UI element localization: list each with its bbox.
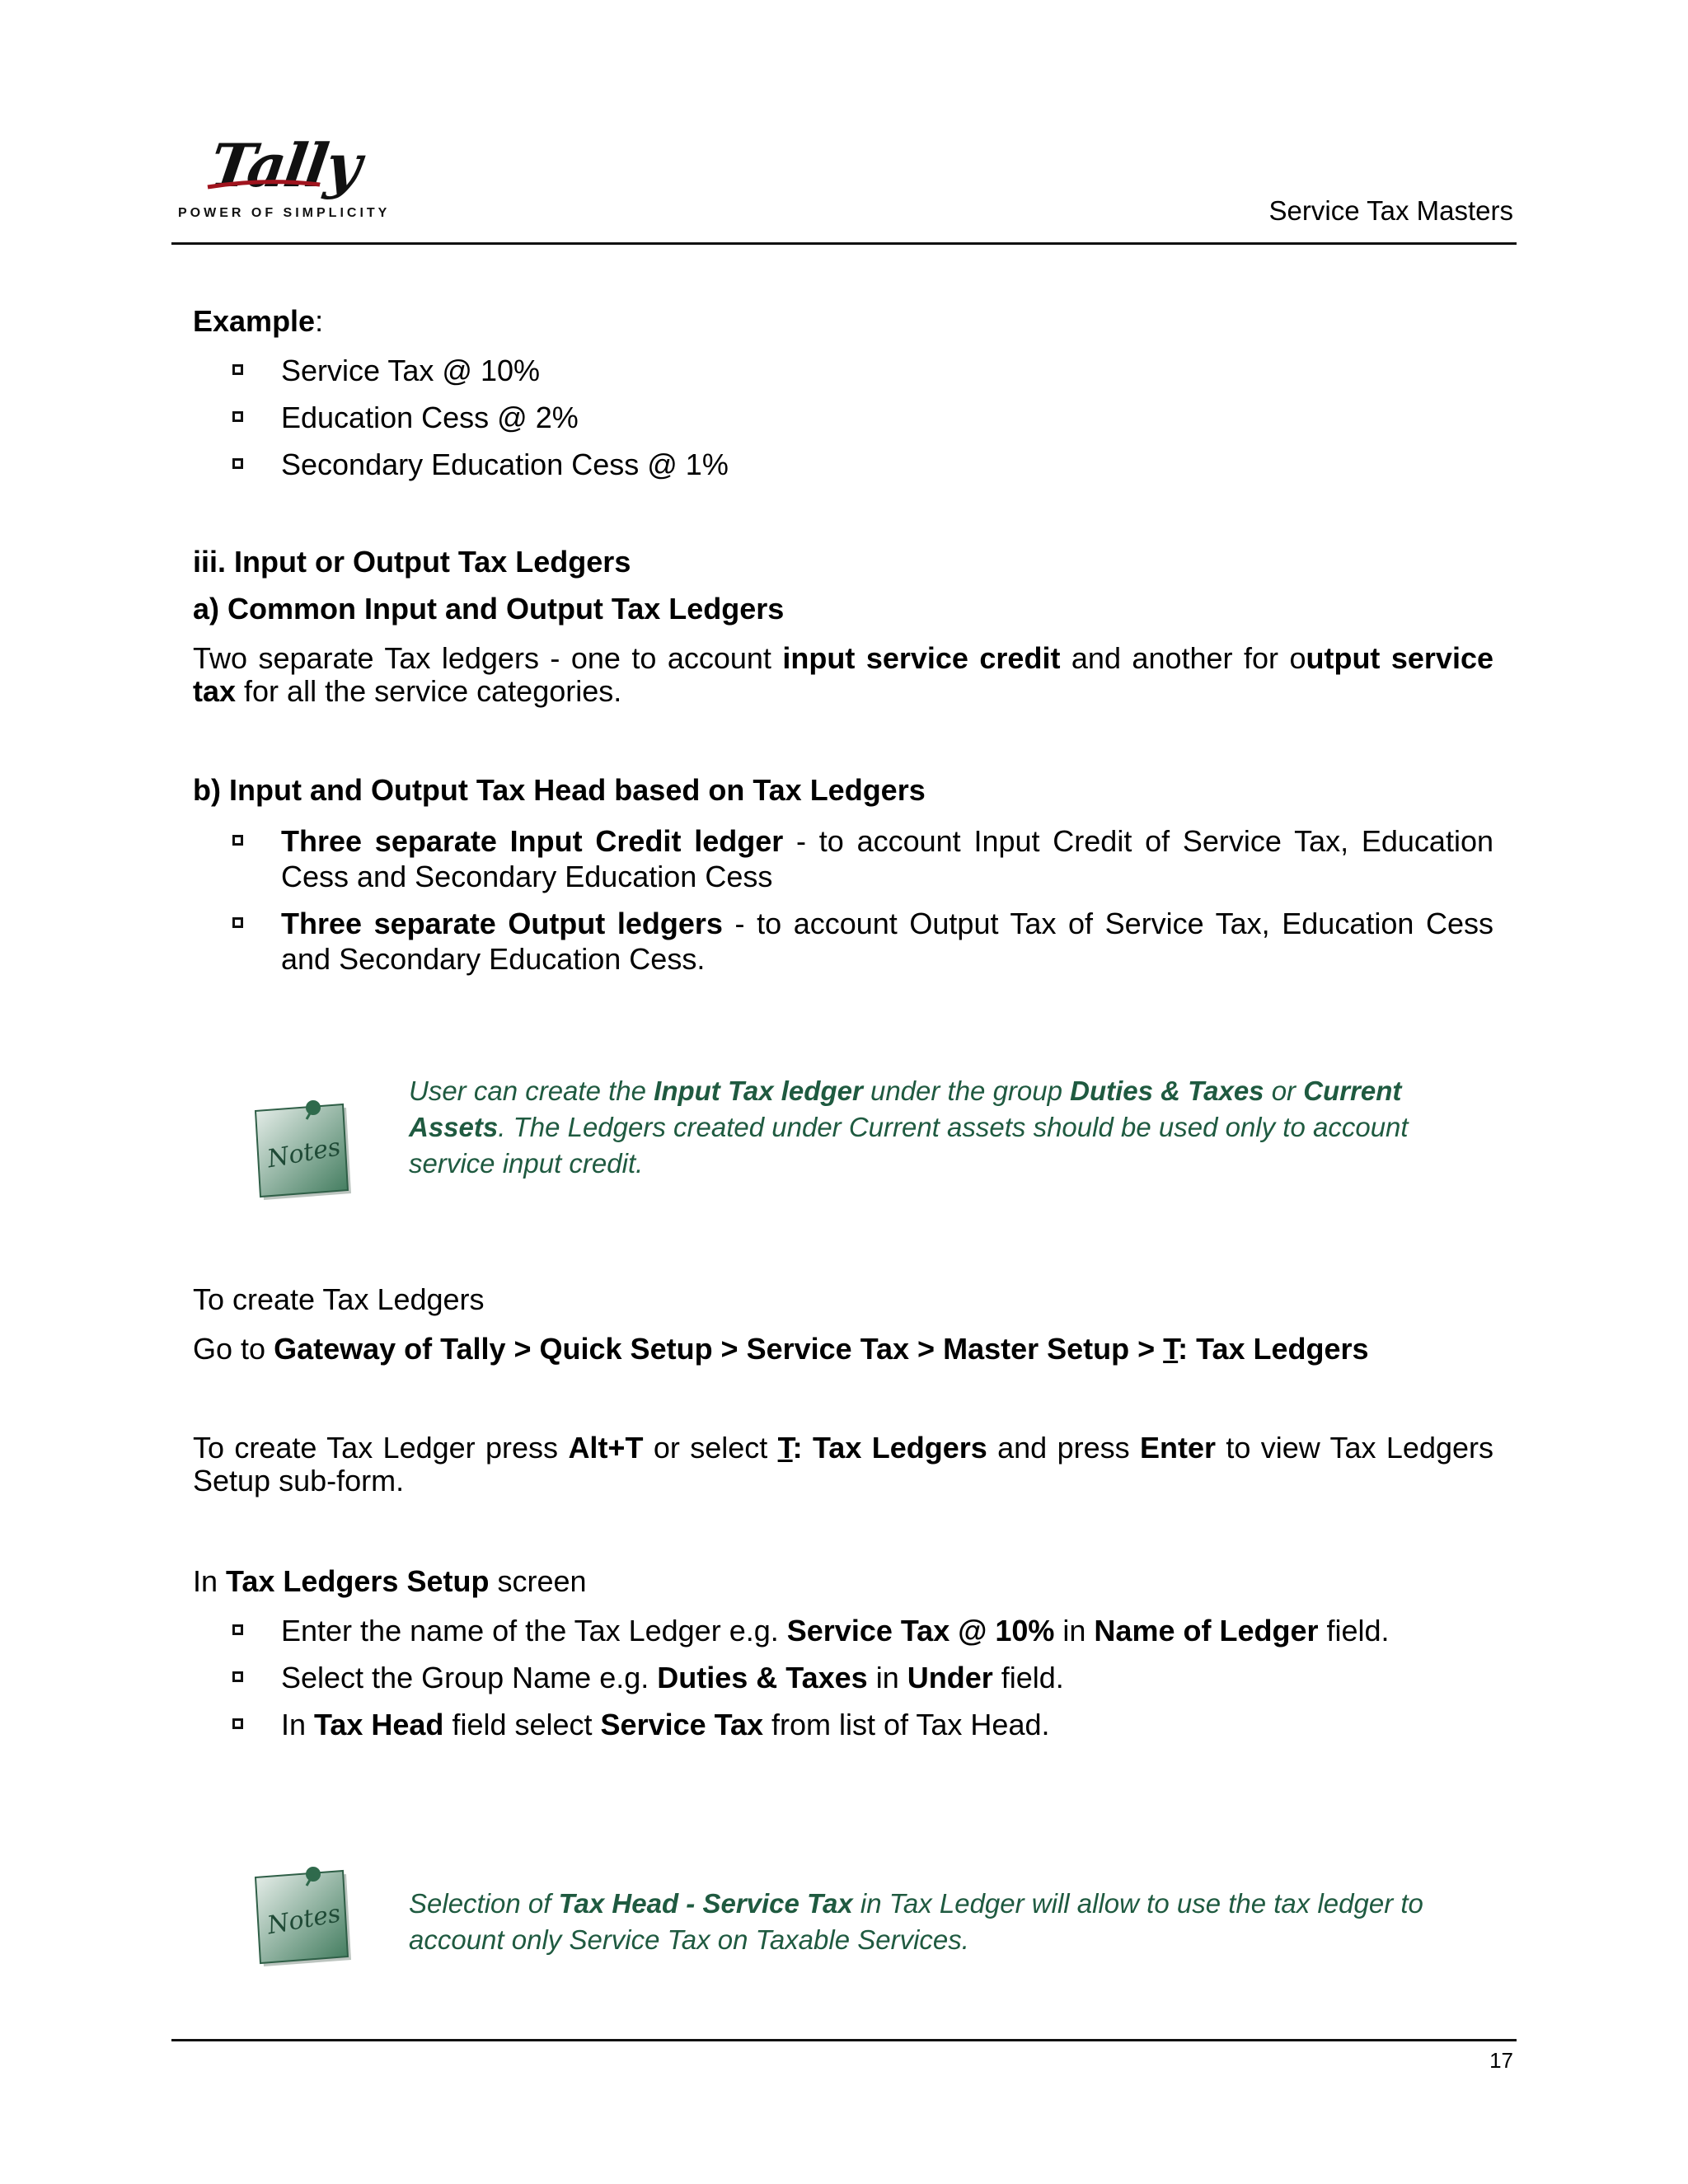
bullet-icon — [232, 1624, 243, 1635]
navigation-path: Go to Gateway of Tally > Quick Setup > Service Tax > Master Setup > T: Tax Ledgers — [193, 1332, 1369, 1366]
note-text: User can create the Input Tax ledger under the group Duties & Taxes or Current Assets. The Ledgers created under Current assets should be used only to account service input credit. — [409, 1076, 1409, 1179]
subsection-heading: a) Common Input and Output Tax Ledgers — [193, 592, 785, 626]
bullet-icon — [232, 411, 243, 422]
bullet-icon — [232, 835, 243, 846]
logo-tagline: POWER OF SIMPLICITY — [178, 206, 391, 220]
bullet-icon — [232, 364, 243, 375]
intro-text: To create Tax Ledgers — [193, 1282, 485, 1316]
section-heading: iii. Input or Output Tax Ledgers — [193, 545, 631, 579]
header-rule — [171, 242, 1517, 245]
svg-text:Notes: Notes — [265, 1132, 343, 1174]
tally-logo: Tally — [206, 130, 364, 200]
footer-rule — [171, 2039, 1517, 2041]
notes-icon — [249, 1863, 356, 1970]
example-label: Example: — [193, 304, 324, 338]
subsection-heading: b) Input and Output Tax Head based on Tax Ledgers — [193, 773, 926, 807]
paragraph: Two separate Tax ledgers - one to account input service credit and another for output service tax for all the service categories. — [193, 641, 1493, 708]
paragraph: To create Tax Ledger press Alt+T or select T: Tax Ledgers and press Enter to view Tax Ledgers Setup sub-form. — [193, 1431, 1494, 1497]
bullet-icon — [232, 1671, 243, 1682]
page-number: 17 — [1489, 2048, 1513, 2073]
setup-heading: In Tax Ledgers Setup screen — [193, 1564, 587, 1598]
bullet-icon — [232, 1718, 243, 1729]
notes-icon — [249, 1096, 356, 1203]
logo-swoosh-icon — [206, 180, 321, 190]
note-text: Selection of Tax Head - Service Tax in Tax Ledger will allow to use the tax ledger to account only Service Tax on Taxable Services. — [409, 1888, 1423, 1955]
bullet-icon — [232, 458, 243, 469]
svg-text:Notes: Notes — [265, 1899, 343, 1941]
header-section-title: Service Tax Masters — [1268, 195, 1513, 226]
bullet-icon — [232, 917, 243, 928]
